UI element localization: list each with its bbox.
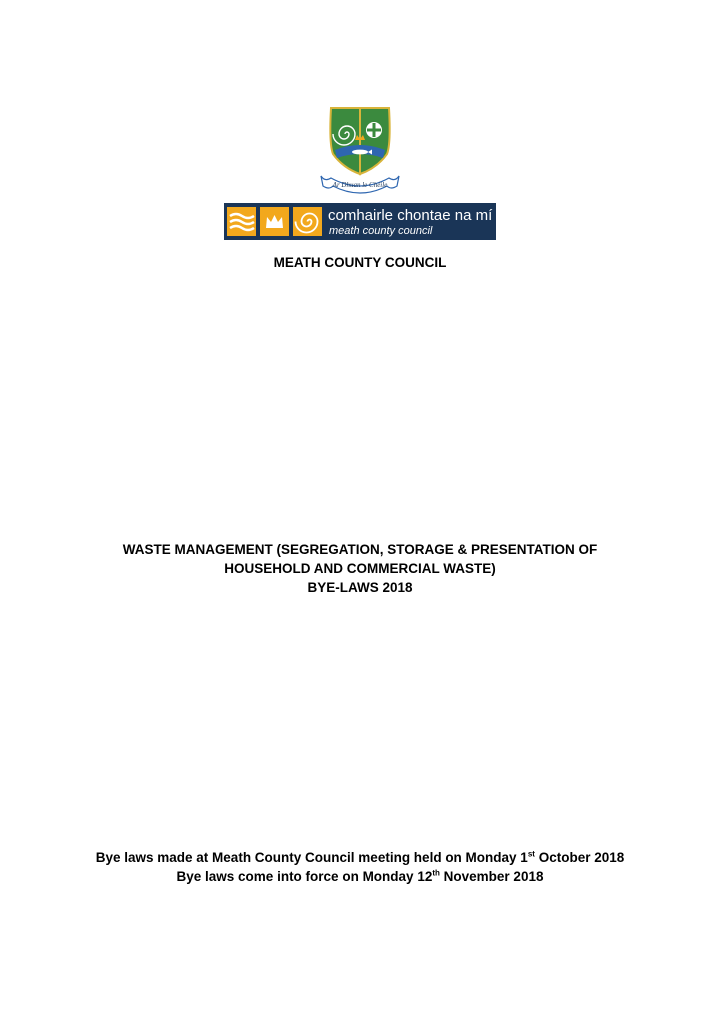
council-heading: MEATH COUNTY COUNCIL	[273, 255, 447, 270]
crest-motto: Ar Dhuan le Chéile	[332, 181, 388, 189]
title-line-3: BYE-LAWS 2018	[307, 580, 413, 595]
banner-english-name: meath county council	[329, 225, 433, 237]
title-line-2: HOUSEHOLD AND COMMERCIAL WASTE)	[224, 561, 496, 576]
document-title	[0, 540, 720, 597]
made-date-line: Bye laws made at Meath County Council meeting held on Monday 1st October 2018	[95, 849, 625, 865]
banner-irish-name: comhairle chontae na mí	[328, 207, 493, 224]
meath-crest-logo	[317, 104, 403, 196]
bye-law-dates	[0, 848, 720, 886]
in-force-date-line: Bye laws come into force on Monday 12th November 2018	[176, 868, 544, 884]
waves-tile-icon	[227, 207, 256, 236]
title-line-1: WASTE MANAGEMENT (SEGREGATION, STORAGE & PRESENTATION OF	[122, 542, 598, 557]
crown-tile-icon	[260, 207, 289, 236]
spiral-tile-icon	[293, 207, 322, 236]
council-name-banner	[224, 203, 496, 240]
